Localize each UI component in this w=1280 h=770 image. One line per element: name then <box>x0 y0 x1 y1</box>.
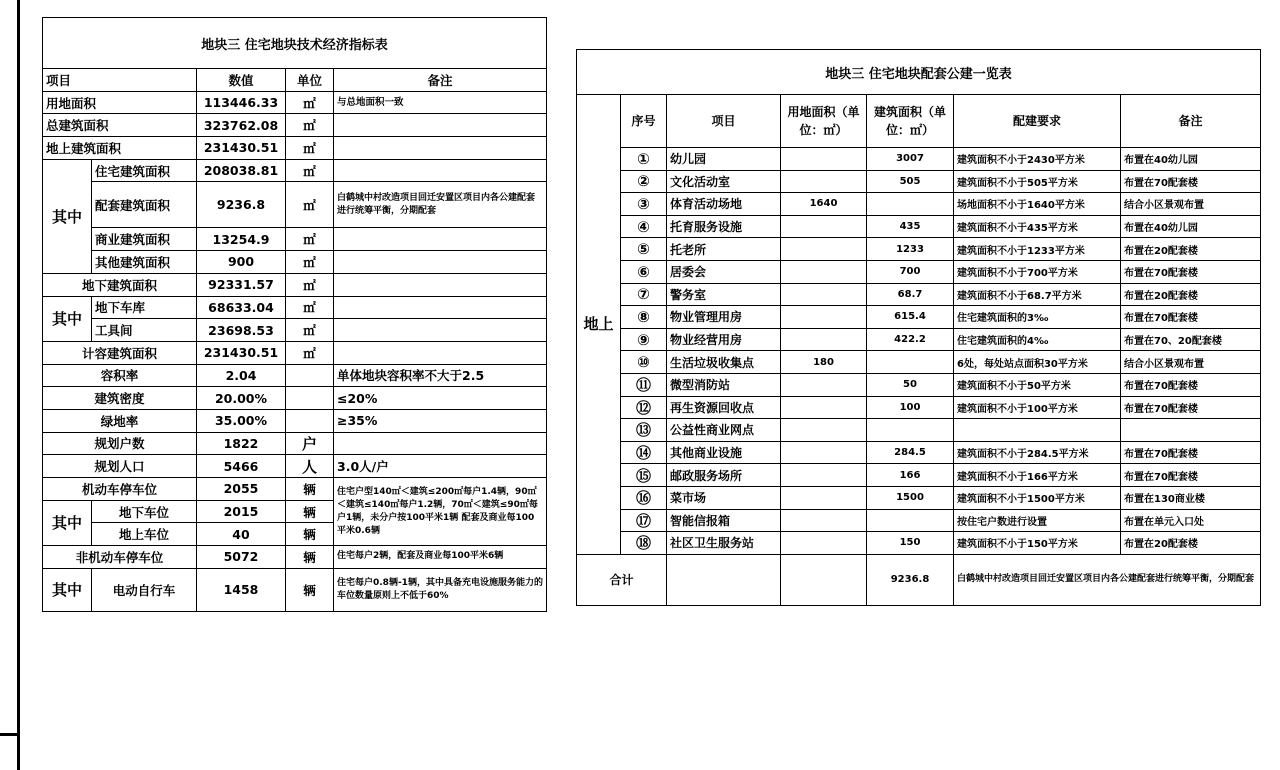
total-empty <box>667 554 781 605</box>
drawing-frame-tick <box>0 733 17 736</box>
row-value: 13254.9 <box>197 228 286 251</box>
row-item: 微型消防站 <box>667 373 781 396</box>
table-row <box>43 296 547 319</box>
row-note <box>334 251 547 274</box>
table-row <box>577 532 1261 555</box>
row-unit: 辆 <box>286 523 334 546</box>
row-unit: ㎡ <box>286 137 334 160</box>
row-value: 5072 <box>197 546 286 569</box>
table-row <box>43 114 547 137</box>
row-requirement: 建筑面积不小于150平方米 <box>954 532 1121 555</box>
row-value: 2015 <box>197 500 286 523</box>
row-item: 社区卫生服务站 <box>667 532 781 555</box>
row-requirement: 6处，每处站点面积30平方米 <box>954 351 1121 374</box>
row-land-area <box>781 532 867 555</box>
table-row <box>43 387 547 410</box>
row-note: 布置在40幼儿园 <box>1121 148 1261 171</box>
row-unit <box>286 364 334 387</box>
row-floor-area: 435 <box>867 215 954 238</box>
row-note: 白鹤城中村改造项目回迁安置区项目内各公建配套进行统筹平衡，分期配套 <box>334 182 547 228</box>
group-label-qizhong: 其中 <box>43 500 92 545</box>
row-floor-area: 700 <box>867 260 954 283</box>
row-floor-area: 50 <box>867 373 954 396</box>
row-number: ⑧ <box>621 306 667 329</box>
row-value: 1822 <box>197 432 286 455</box>
row-note <box>1121 419 1261 442</box>
row-note <box>334 228 547 251</box>
row-requirement: 建筑面积不小于505平方米 <box>954 170 1121 193</box>
row-note: 布置在70配套楼 <box>1121 170 1261 193</box>
row-item: 体育活动场地 <box>667 193 781 216</box>
row-value: 1458 <box>197 568 286 611</box>
row-land-area <box>781 396 867 419</box>
row-item: 菜市场 <box>667 486 781 509</box>
row-number: ⑩ <box>621 351 667 374</box>
table-row <box>577 486 1261 509</box>
header-floor-area: 建筑面积（单位：㎡） <box>867 95 954 148</box>
row-floor-area: 505 <box>867 170 954 193</box>
header-land-area: 用地面积（单位：㎡） <box>781 95 867 148</box>
row-note: 布置在70配套楼 <box>1121 396 1261 419</box>
row-number: ⑮ <box>621 464 667 487</box>
row-name: 地上车位 <box>92 523 197 546</box>
row-number: ④ <box>621 215 667 238</box>
row-number: ⑯ <box>621 486 667 509</box>
row-land-area: 1640 <box>781 193 867 216</box>
row-unit: ㎡ <box>286 159 334 182</box>
row-name: 住宅建筑面积 <box>92 159 197 182</box>
row-requirement: 住宅建筑面积的3‰ <box>954 306 1121 329</box>
row-land-area <box>781 148 867 171</box>
row-note <box>334 159 547 182</box>
row-note: 布置在70配套楼 <box>1121 260 1261 283</box>
row-floor-area: 166 <box>867 464 954 487</box>
total-note: 白鹤城中村改造项目回迁安置区项目内各公建配套进行统筹平衡，分期配套 <box>954 554 1261 605</box>
total-label: 合计 <box>577 554 667 605</box>
row-note <box>334 296 547 319</box>
row-floor-area: 1233 <box>867 238 954 261</box>
row-number: ⑭ <box>621 441 667 464</box>
row-land-area <box>781 486 867 509</box>
row-land-area <box>781 238 867 261</box>
row-value: 208038.81 <box>197 159 286 182</box>
table-row <box>43 455 547 478</box>
header-note: 备注 <box>1121 95 1261 148</box>
row-name: 地下建筑面积 <box>43 273 197 296</box>
table-row <box>577 193 1261 216</box>
row-item: 其他商业设施 <box>667 441 781 464</box>
row-unit: 户 <box>286 432 334 455</box>
table-row <box>577 215 1261 238</box>
row-note: 结合小区景观布置 <box>1121 193 1261 216</box>
row-value: 35.00% <box>197 409 286 432</box>
row-note: 布置在70配套楼 <box>1121 464 1261 487</box>
table-row <box>43 364 547 387</box>
table-row <box>43 182 547 228</box>
total-row <box>577 554 1261 605</box>
row-requirement: 住宅建筑面积的4‰ <box>954 328 1121 351</box>
row-number: ⑰ <box>621 509 667 532</box>
header-note: 备注 <box>334 69 547 92</box>
row-value: 900 <box>197 251 286 274</box>
table-row <box>43 432 547 455</box>
row-number: ① <box>621 148 667 171</box>
row-unit: 辆 <box>286 568 334 611</box>
row-value: 231430.51 <box>197 137 286 160</box>
row-name: 机动车停车位 <box>43 478 197 501</box>
row-requirement: 建筑面积不小于68.7平方米 <box>954 283 1121 306</box>
row-note: 结合小区景观布置 <box>1121 351 1261 374</box>
row-land-area <box>781 283 867 306</box>
table-row <box>43 251 547 274</box>
row-note: 布置在70、20配套楼 <box>1121 328 1261 351</box>
row-value: 92331.57 <box>197 273 286 296</box>
row-land-area <box>781 509 867 532</box>
row-number: ⑫ <box>621 396 667 419</box>
row-item: 警务室 <box>667 283 781 306</box>
row-value: 5466 <box>197 455 286 478</box>
header-no: 序号 <box>621 95 667 148</box>
table-row <box>43 568 547 611</box>
row-land-area <box>781 373 867 396</box>
row-floor-area: 422.2 <box>867 328 954 351</box>
row-item: 生活垃圾收集点 <box>667 351 781 374</box>
row-floor-area <box>867 509 954 532</box>
row-name: 工具间 <box>92 319 197 342</box>
table-row <box>577 283 1261 306</box>
table-row <box>577 306 1261 329</box>
header-item: 项目 <box>43 69 197 92</box>
row-number: ⑥ <box>621 260 667 283</box>
row-note: 住宅户型140㎡＜建筑≤200㎡每户1.4辆，90㎡＜建筑≤140㎡每户1.2辆，70㎡＜建筑≤90㎡每户1辆，未分户按100平米1辆 配套及商业每100平米0.6辆 <box>334 478 547 546</box>
row-unit: ㎡ <box>286 91 334 114</box>
row-requirement: 建筑面积不小于1500平方米 <box>954 486 1121 509</box>
table-row <box>577 238 1261 261</box>
header-value: 数值 <box>197 69 286 92</box>
row-land-area <box>781 215 867 238</box>
group-label-qizhong: 其中 <box>43 568 92 611</box>
side-label-dishang: 地上 <box>577 95 621 555</box>
row-value: 9236.8 <box>197 182 286 228</box>
table-row <box>43 546 547 569</box>
row-floor-area <box>867 193 954 216</box>
row-note <box>334 432 547 455</box>
row-value: 2.04 <box>197 364 286 387</box>
row-name: 地下车库 <box>92 296 197 319</box>
row-name: 建筑密度 <box>43 387 197 410</box>
row-value: 20.00% <box>197 387 286 410</box>
row-item: 物业管理用房 <box>667 306 781 329</box>
row-name: 非机动车停车位 <box>43 546 197 569</box>
table-row <box>43 228 547 251</box>
table-row <box>577 441 1261 464</box>
row-unit <box>286 387 334 410</box>
header-item: 项目 <box>667 95 781 148</box>
table-row <box>43 319 547 342</box>
row-value: 323762.08 <box>197 114 286 137</box>
row-name: 规划人口 <box>43 455 197 478</box>
row-name: 其他建筑面积 <box>92 251 197 274</box>
row-note: ≥35% <box>334 409 547 432</box>
row-number: ⑤ <box>621 238 667 261</box>
row-unit: ㎡ <box>286 273 334 296</box>
row-name: 计容建筑面积 <box>43 341 197 364</box>
drawing-frame-line <box>17 0 20 770</box>
row-name: 用地面积 <box>43 91 197 114</box>
row-number: ③ <box>621 193 667 216</box>
row-number: ⑦ <box>621 283 667 306</box>
row-note: 布置在70配套楼 <box>1121 441 1261 464</box>
row-item: 托老所 <box>667 238 781 261</box>
table-row <box>43 91 547 114</box>
row-note <box>334 341 547 364</box>
table1-title: 地块三 住宅地块技术经济指标表 <box>43 18 547 69</box>
row-unit: ㎡ <box>286 341 334 364</box>
row-requirement: 建筑面积不小于50平方米 <box>954 373 1121 396</box>
header-requirement: 配建要求 <box>954 95 1121 148</box>
table-row <box>43 478 547 501</box>
row-requirement: 建筑面积不小于2430平方米 <box>954 148 1121 171</box>
row-note: 布置在40幼儿园 <box>1121 215 1261 238</box>
header-unit: 单位 <box>286 69 334 92</box>
row-land-area: 180 <box>781 351 867 374</box>
row-unit: 人 <box>286 455 334 478</box>
table-row <box>577 396 1261 419</box>
table-row <box>577 328 1261 351</box>
table-row <box>43 341 547 364</box>
row-note: 住宅每户2辆，配套及商业每100平米6辆 <box>334 546 547 569</box>
table-row <box>577 464 1261 487</box>
table2-title: 地块三 住宅地块配套公建一览表 <box>577 50 1261 95</box>
table-row <box>577 260 1261 283</box>
tech-economic-index-table <box>42 17 547 612</box>
row-floor-area: 68.7 <box>867 283 954 306</box>
row-note: 3.0人/户 <box>334 455 547 478</box>
table-row <box>577 509 1261 532</box>
row-item: 智能信报箱 <box>667 509 781 532</box>
row-note <box>334 273 547 296</box>
row-value: 231430.51 <box>197 341 286 364</box>
row-number: ⑬ <box>621 419 667 442</box>
row-number: ⑨ <box>621 328 667 351</box>
row-land-area <box>781 464 867 487</box>
row-floor-area: 284.5 <box>867 441 954 464</box>
row-item: 居委会 <box>667 260 781 283</box>
row-number: ② <box>621 170 667 193</box>
row-name: 规划户数 <box>43 432 197 455</box>
table-row <box>577 148 1261 171</box>
row-value: 40 <box>197 523 286 546</box>
group-label-qizhong: 其中 <box>43 159 92 273</box>
row-name: 地上建筑面积 <box>43 137 197 160</box>
row-requirement: 建筑面积不小于1233平方米 <box>954 238 1121 261</box>
total-floor-area: 9236.8 <box>867 554 954 605</box>
row-note: 布置在单元入口处 <box>1121 509 1261 532</box>
row-requirement: 场地面积不小于1640平方米 <box>954 193 1121 216</box>
table-row <box>43 159 547 182</box>
row-note: 布置在130商业楼 <box>1121 486 1261 509</box>
row-item: 再生资源回收点 <box>667 396 781 419</box>
row-requirement <box>954 419 1121 442</box>
table-row <box>577 373 1261 396</box>
table-row <box>577 170 1261 193</box>
row-note: 住宅每户0.8辆-1辆，其中具备充电设施服务能力的车位数量原则上不低于60% <box>334 568 547 611</box>
row-requirement: 建筑面积不小于435平方米 <box>954 215 1121 238</box>
row-requirement: 建筑面积不小于166平方米 <box>954 464 1121 487</box>
row-unit: 辆 <box>286 478 334 501</box>
row-land-area <box>781 441 867 464</box>
row-name: 配套建筑面积 <box>92 182 197 228</box>
row-requirement: 建筑面积不小于700平方米 <box>954 260 1121 283</box>
row-name: 绿地率 <box>43 409 197 432</box>
row-unit: 辆 <box>286 546 334 569</box>
row-value: 2055 <box>197 478 286 501</box>
group-label-qizhong: 其中 <box>43 296 92 341</box>
row-note: 布置在70配套楼 <box>1121 373 1261 396</box>
table-row <box>43 409 547 432</box>
row-unit: ㎡ <box>286 296 334 319</box>
row-floor-area: 1500 <box>867 486 954 509</box>
row-note <box>334 114 547 137</box>
row-unit: ㎡ <box>286 182 334 228</box>
row-item: 公益性商业网点 <box>667 419 781 442</box>
row-land-area <box>781 419 867 442</box>
total-land <box>781 554 867 605</box>
row-number: ⑱ <box>621 532 667 555</box>
row-name: 地下车位 <box>92 500 197 523</box>
row-unit: ㎡ <box>286 114 334 137</box>
row-floor-area <box>867 351 954 374</box>
row-unit: ㎡ <box>286 319 334 342</box>
row-note: 单体地块容积率不大于2.5 <box>334 364 547 387</box>
row-name: 商业建筑面积 <box>92 228 197 251</box>
row-item: 邮政服务场所 <box>667 464 781 487</box>
row-land-area <box>781 328 867 351</box>
row-unit: ㎡ <box>286 228 334 251</box>
row-floor-area: 150 <box>867 532 954 555</box>
row-value: 23698.53 <box>197 319 286 342</box>
row-floor-area: 3007 <box>867 148 954 171</box>
row-item: 文化活动室 <box>667 170 781 193</box>
row-item: 幼儿园 <box>667 148 781 171</box>
row-note: 布置在20配套楼 <box>1121 283 1261 306</box>
row-name: 电动自行车 <box>92 568 197 611</box>
row-floor-area <box>867 419 954 442</box>
row-land-area <box>781 306 867 329</box>
row-requirement: 建筑面积不小于100平方米 <box>954 396 1121 419</box>
table-row <box>43 137 547 160</box>
row-note: 布置在70配套楼 <box>1121 306 1261 329</box>
row-unit: 辆 <box>286 500 334 523</box>
table-row <box>577 351 1261 374</box>
row-floor-area: 615.4 <box>867 306 954 329</box>
row-note: 与总地面积一致 <box>334 91 547 114</box>
row-name: 总建筑面积 <box>43 114 197 137</box>
row-floor-area: 100 <box>867 396 954 419</box>
row-value: 113446.33 <box>197 91 286 114</box>
row-land-area <box>781 170 867 193</box>
public-facilities-table <box>576 49 1261 606</box>
row-unit <box>286 409 334 432</box>
row-item: 物业经营用房 <box>667 328 781 351</box>
row-note: 布置在20配套楼 <box>1121 532 1261 555</box>
table-row <box>43 273 547 296</box>
row-note <box>334 137 547 160</box>
row-value: 68633.04 <box>197 296 286 319</box>
row-note: 布置在20配套楼 <box>1121 238 1261 261</box>
table-row <box>577 419 1261 442</box>
row-unit: ㎡ <box>286 251 334 274</box>
row-number: ⑪ <box>621 373 667 396</box>
row-land-area <box>781 260 867 283</box>
row-name: 容积率 <box>43 364 197 387</box>
row-note <box>334 319 547 342</box>
row-note: ≤20% <box>334 387 547 410</box>
row-requirement: 建筑面积不小于284.5平方米 <box>954 441 1121 464</box>
row-requirement: 按住宅户数进行设置 <box>954 509 1121 532</box>
row-item: 托育服务设施 <box>667 215 781 238</box>
